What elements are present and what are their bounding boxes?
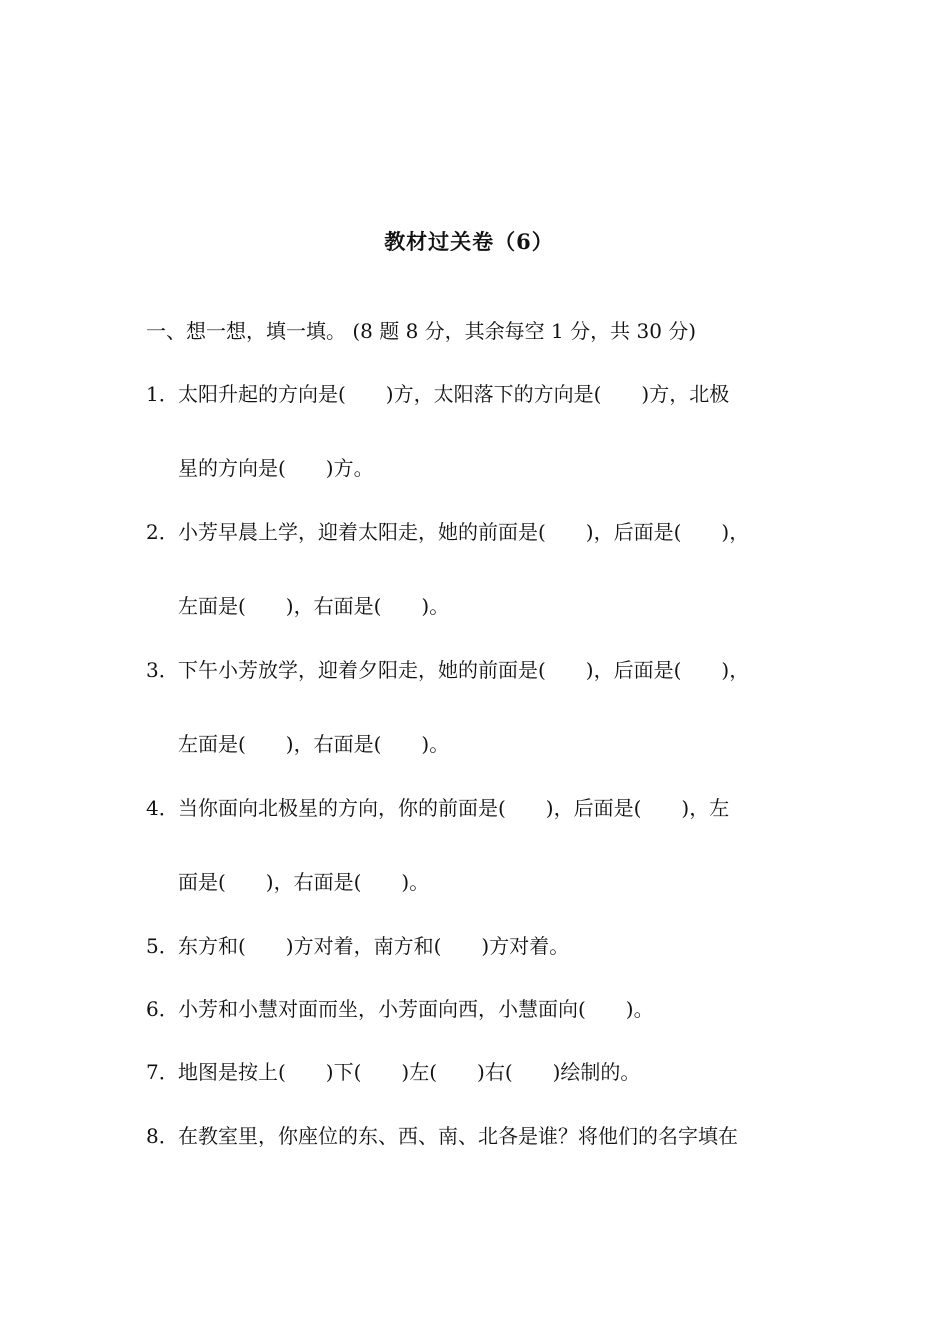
question-4-continuation: 面是( )，右面是( )。 xyxy=(178,870,430,894)
question-2-continuation: 左面是( )，右面是( )。 xyxy=(178,594,450,618)
question-text: 太阳升起的方向是( )方，太阳落下的方向是( )方，北极 xyxy=(178,382,730,406)
question-number: 5． xyxy=(146,934,179,958)
question-number: 7． xyxy=(146,1060,179,1084)
section-heading: 一、想一想，填一填。 (8 题 8 分，其余每空 1 分，共 30 分) xyxy=(146,319,697,343)
question-number: 1． xyxy=(146,382,179,406)
question-3-continuation: 左面是( )，右面是( )。 xyxy=(178,732,450,756)
question-number: 4． xyxy=(146,796,179,820)
question-3 xyxy=(146,655,749,685)
question-text: 东方和( )方对着，南方和( )方对着。 xyxy=(178,934,570,958)
question-text: 在教室里，你座位的东、西、南、北各是谁？将他们的名字填在 xyxy=(178,1124,738,1148)
question-5 xyxy=(146,931,569,961)
question-text: 小芳早晨上学，迎着太阳走，她的前面是( )，后面是( )， xyxy=(178,520,750,544)
question-1-continuation: 星的方向是( )方。 xyxy=(178,456,374,480)
question-7 xyxy=(146,1057,640,1087)
question-number: 8． xyxy=(146,1124,179,1148)
question-number: 3． xyxy=(146,658,179,682)
page-title: 教材过关卷（6） xyxy=(384,229,554,254)
question-4 xyxy=(146,793,729,823)
question-1 xyxy=(146,379,729,409)
question-text: 当你面向北极星的方向，你的前面是( )，后面是( )，左 xyxy=(178,796,730,820)
question-number: 6． xyxy=(146,997,179,1021)
question-8 xyxy=(146,1121,738,1151)
question-text: 地图是按上( )下( )左( )右( )绘制的。 xyxy=(178,1060,641,1084)
question-2 xyxy=(146,517,749,547)
question-text: 小芳和小慧对面而坐，小芳面向西，小慧面向( )。 xyxy=(178,997,654,1021)
question-text: 下午小芳放学，迎着夕阳走，她的前面是( )，后面是( )， xyxy=(178,658,750,682)
question-number: 2． xyxy=(146,520,179,544)
question-6 xyxy=(146,994,654,1024)
